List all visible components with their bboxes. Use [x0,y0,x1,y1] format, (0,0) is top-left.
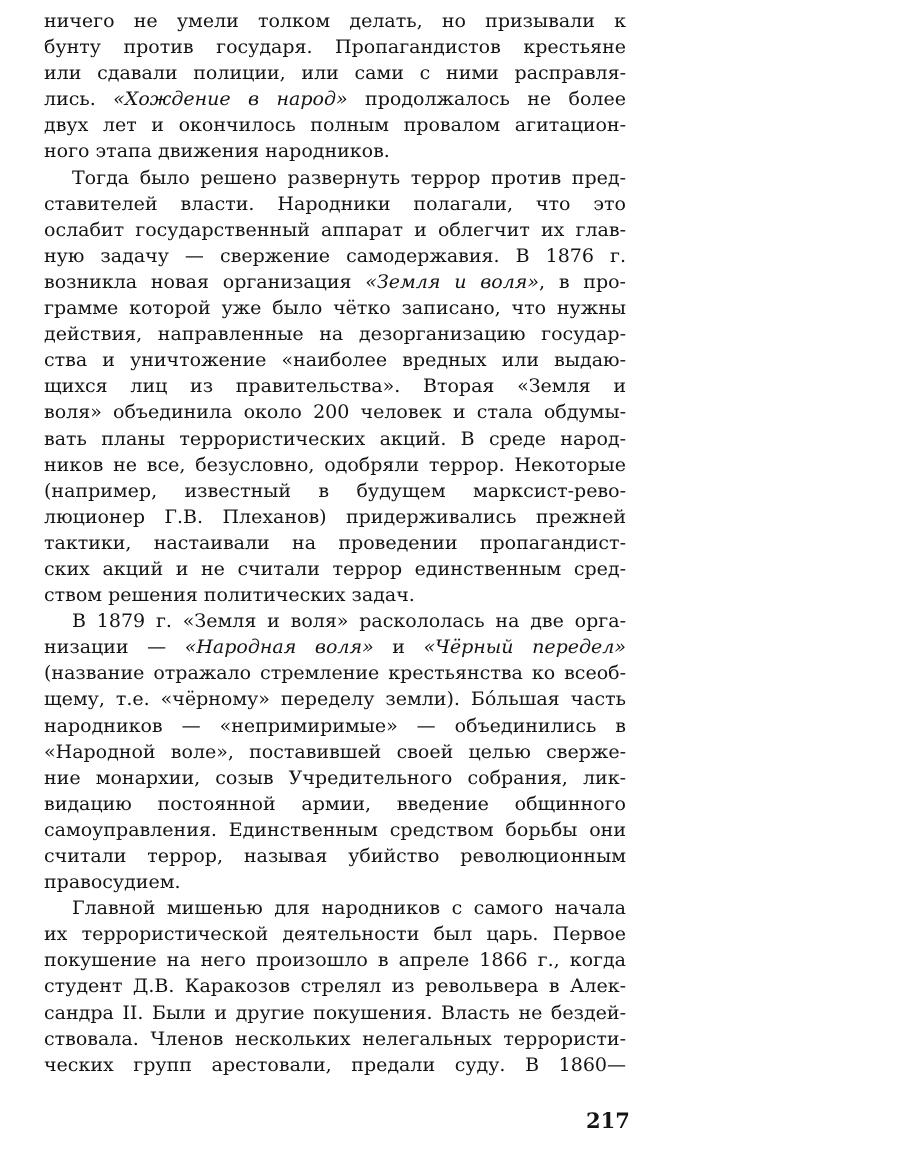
text-run: «Народной воле», поставившей своей целью сверже- [44,740,626,763]
paragraph [44,608,626,895]
text-run: сандра II. Были и другие покушения. Власть не бездей- [44,1001,626,1024]
italic-term: «Земля и воля» [365,270,540,293]
text-line [44,217,626,243]
text-run: ослабит государственный аппарат и облегчит их глав- [44,218,626,241]
text-run: воля» объединила около 200 человек и стала обдумы- [44,401,626,424]
text-line [44,191,626,217]
text-line [44,791,626,817]
text-line [44,739,626,765]
text-line [44,895,626,921]
text-run: люционер Г.В. Плеханов) придерживались прежней [44,505,626,528]
text-run: ством решения политических задач. [44,584,415,607]
text-line [44,347,626,373]
text-line [44,843,626,869]
text-run: видацию постоянной армии, введение общинного [44,792,626,815]
text-line [44,973,626,999]
text-run: самоуправления. Единственным средством борьбы они [44,818,626,841]
text-run: ную задачу — свержение самодержавия. В 1876 г. [44,244,626,267]
text-run: ников не все, безусловно, одобряли террор. Некоторые [44,453,626,476]
text-run: правосудием. [44,871,181,894]
text-run: щему, т.е. «чёрному» переделу земли). Бóльшая часть [44,688,626,711]
text-run: , в про- [539,270,626,293]
text-run: Тогда было решено развернуть террор против пред- [72,166,626,189]
text-line [44,765,626,791]
text-run: студент Д.В. Каракозов стрелял из револьвера в Алек- [44,975,626,998]
text-line [44,713,626,739]
text-line [44,295,626,321]
text-line [44,556,626,582]
text-run: ческих групп арестовали, предали суду. В 1860— [44,1053,626,1076]
paragraph [44,8,626,165]
text-line [44,373,626,399]
text-line [44,165,626,191]
text-line [44,426,626,452]
text-run: покушение на него произошло в апреле 1866 г., когда [44,949,626,972]
text-line [44,86,626,112]
text-line [44,608,626,634]
text-line [44,452,626,478]
text-line [44,34,626,60]
text-line [44,1000,626,1026]
text-line [44,1026,626,1052]
page-body [44,8,626,1078]
text-run: вать планы террористических акций. В среде народ- [44,427,626,450]
text-line [44,634,626,660]
text-run: Главной мишенью для народников с самого начала [72,897,626,920]
text-line [44,478,626,504]
text-run: или сдавали полиции, или сами с ними расправля- [44,62,626,85]
text-run: ских акций и не считали террор единственным сред- [44,557,626,580]
text-run: ствовала. Членов нескольких нелегальных террористи- [44,1027,626,1050]
text-run: (например, известный в будущем марксист-рево- [44,479,626,502]
text-run: (название отражало стремление крестьянства ко всеоб- [44,662,626,685]
text-run: грамме которой уже было чётко записано, что нужны [44,297,626,320]
text-line [44,321,626,347]
italic-term: «Чёрный передел» [423,636,626,659]
text-line [44,921,626,947]
text-run: ничего не умели толком делать, но призывали к [44,10,626,32]
text-run: бунту против государя. Пропагандистов крестьяне [44,36,626,59]
text-run: тактики, настаивали на проведении пропагандист- [44,531,626,554]
text-run: ного этапа движения народников. [44,140,390,163]
page-number: 217 [586,1108,630,1133]
italic-term: «Народная воля» [184,636,374,659]
text-line [44,869,626,895]
text-line [44,399,626,425]
text-line [44,243,626,269]
text-line [44,1052,626,1078]
text-run: и [373,636,424,659]
text-line [44,112,626,138]
text-run: народников — «непримиримые» — объединились в [44,714,626,737]
text-run: ставителей власти. Народники полагали, что это [44,192,626,215]
text-line [44,660,626,686]
text-line [44,530,626,556]
text-line [44,686,626,712]
text-run: лись. [44,88,114,111]
text-run: возникла новая организация [44,270,366,293]
italic-term: «Хождение в народ» [113,88,348,111]
text-run: продолжалось не более [347,88,626,111]
text-line [44,269,626,295]
text-line [44,582,626,608]
paragraph [44,165,626,609]
text-line [44,947,626,973]
text-run: щихся лиц из правительства». Вторая «Земля и [44,375,626,398]
text-run: считали террор, называя убийство революционным [44,845,626,867]
text-run: ства и уничтожение «наиболее вредных или выдаю- [44,349,626,372]
text-run: двух лет и окончилось полным провалом агитацион- [44,114,626,137]
text-run: ние монархии, созыв Учредительного собрания, лик- [44,766,626,789]
text-run: В 1879 г. «Земля и воля» раскололась на две орга- [72,610,626,633]
text-line [44,504,626,530]
text-line [44,817,626,843]
text-run: низации — [44,636,185,659]
text-run: их террористической деятельности был царь. Первое [44,923,626,946]
text-line [44,8,626,34]
paragraph [44,895,626,1078]
text-line [44,138,626,164]
text-run: действия, направленные на дезорганизацию государ- [44,323,626,346]
text-line [44,60,626,86]
